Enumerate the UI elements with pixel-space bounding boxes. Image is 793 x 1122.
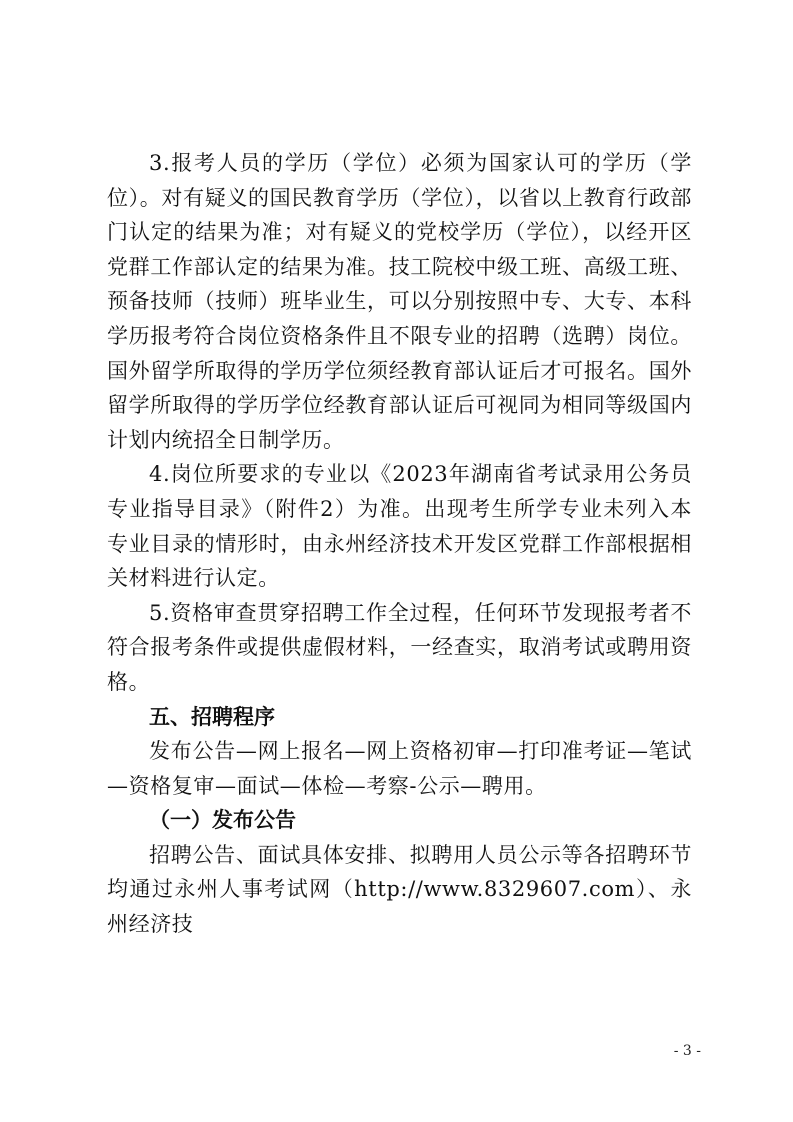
section-heading-five: 五、招聘程序	[149, 704, 275, 729]
page-number: - 3 -	[673, 1043, 701, 1059]
document-body	[107, 146, 692, 942]
paragraph-item-4-major: 4.岗位所要求的专业以《2023年湖南省考试录用公务员专业指导目录》（附件2）为准。出现考生所学专业未列入本专业目录的情形时，由永州经济技术开发区党群工作部根据相关材料进行认定。	[107, 462, 692, 591]
paragraph-item-3-education: 3.报考人员的学历（学位）必须为国家认可的学历（学位）。对有疑义的国民教育学历（学位），以省以上教育行政部门认定的结果为准；对有疑义的党校学历（学位），以经开区党群工作部认定的结果为准。技工院校中级工班、高级工班、预备技师（技师）班毕业生，可以分别按照中专、大专、本科学历报考符合岗位资格条件且不限专业的招聘（选聘）岗位。国外留学所取得的学历学位须经教育部认证后才可报名。国外留学所取得的学历学位经教育部认证后可视同为相同等级国内计划内统招全日制学历。	[107, 151, 692, 452]
paragraph-item-5-review: 5.资格审查贯穿招聘工作全过程，任何环节发现报考者不符合报考条件或提供虚假材料，一经查实，取消考试或聘用资格。	[107, 600, 692, 694]
subsection-heading-one: （一）发布公告	[149, 807, 296, 833]
paragraph-publish-notice: 招聘公告、面试具体安排、拟聘用人员公示等各招聘环节均通过永州人事考试网（http://www.8329607.com）、永州经济技	[107, 842, 692, 937]
paragraph-procedure-flow: 发布公告—网上报名—网上资格初审—打印准考证—笔试—资格复审—面试—体检—考察-公示—聘用。	[107, 739, 692, 798]
